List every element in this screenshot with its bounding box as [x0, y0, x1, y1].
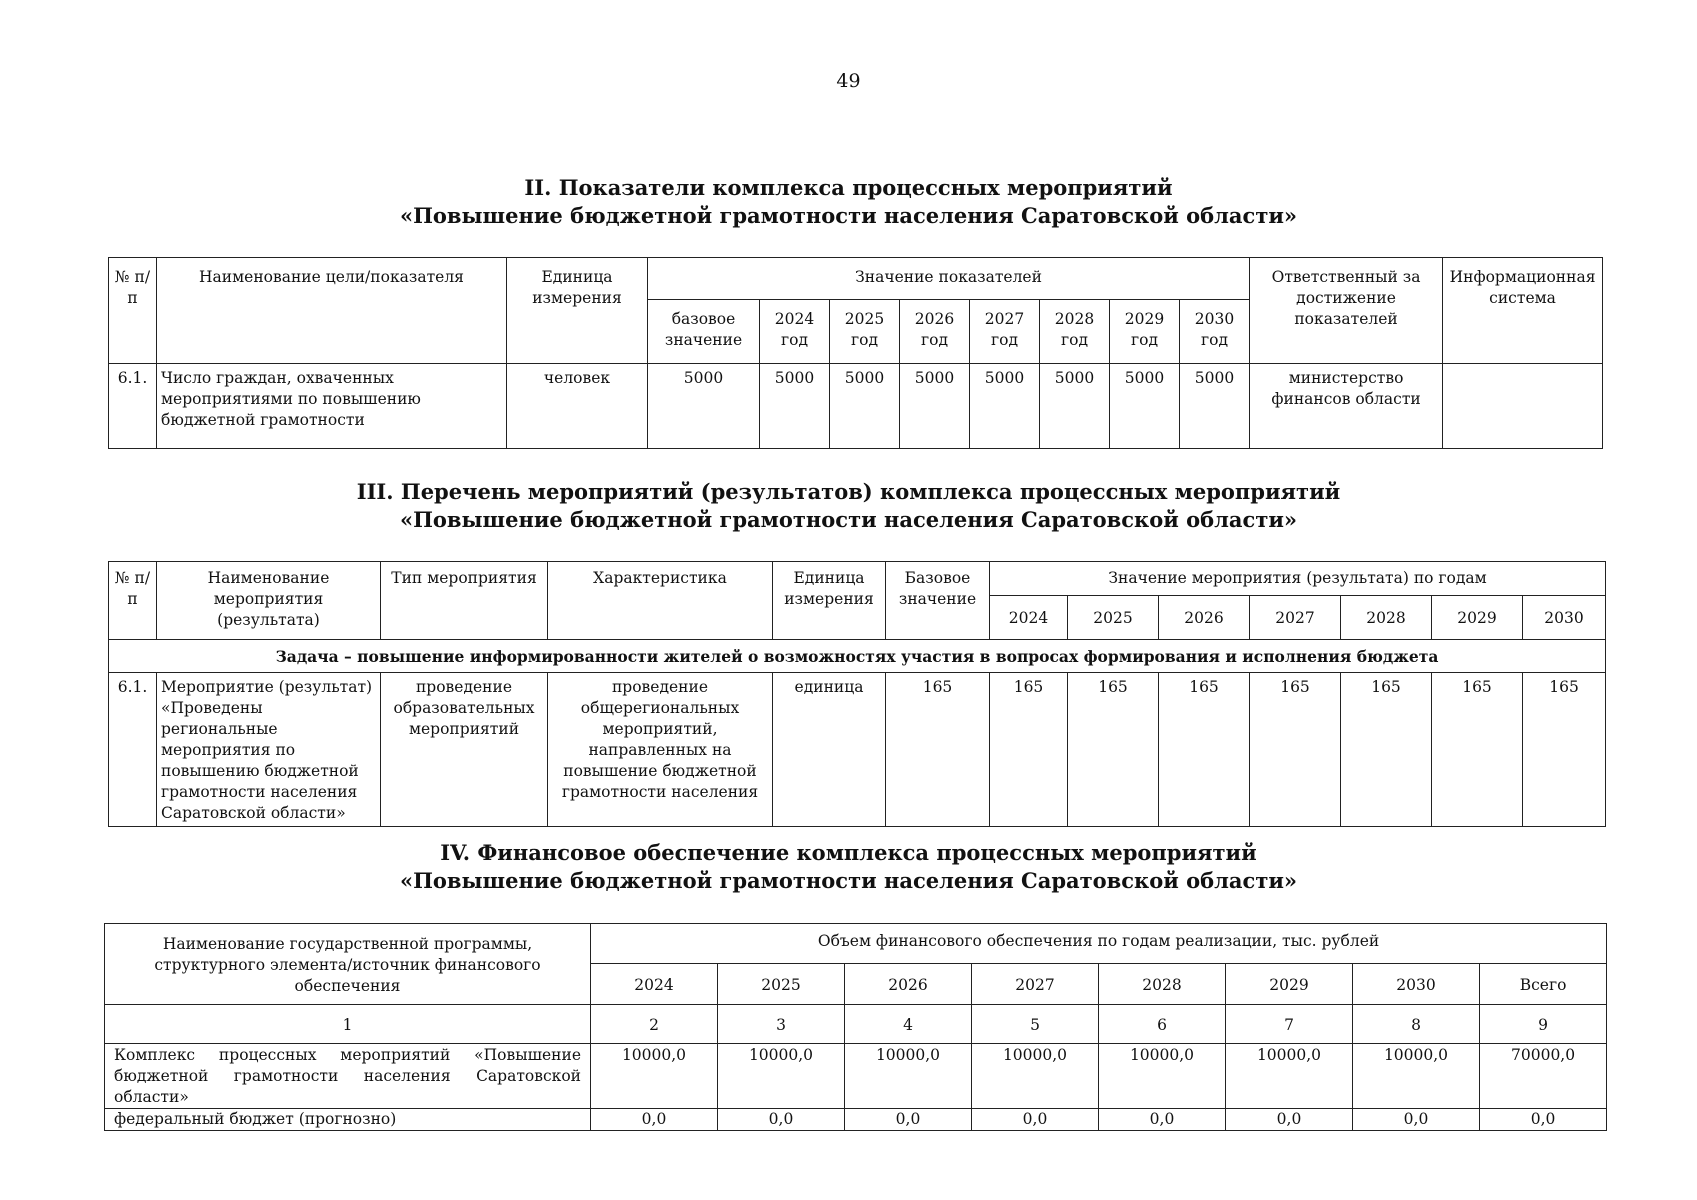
activity-type: проведение образовательных мероприятий	[381, 673, 548, 827]
row-num: 6.1.	[109, 673, 157, 827]
section4-title: IV. Финансовое обеспечение комплекса процессных мероприятий «Повышение бюджетной грамотности населения Саратовской области»	[399, 840, 1298, 893]
financing-value: 0,0	[591, 1109, 718, 1131]
col-year-header: 2028 год	[1040, 300, 1110, 364]
col-unit-header: Единица измерения	[773, 562, 886, 640]
column-number: 8	[1353, 1005, 1480, 1044]
page-number: 49	[836, 70, 861, 92]
column-number: 1	[105, 1005, 591, 1044]
financing-value: 10000,0	[718, 1044, 845, 1109]
col-year-header: 2026	[1159, 596, 1250, 640]
row-num: 6.1.	[109, 364, 157, 449]
indicator-base: 5000	[648, 364, 760, 449]
column-number-row	[105, 1005, 1607, 1044]
indicator-info-system	[1443, 364, 1603, 449]
activity-value: 165	[1068, 673, 1159, 827]
col-year-header: 2025	[1068, 596, 1159, 640]
financing-item-name: Комплекс процессных мероприятий «Повышение бюджетной грамотности населения Саратовской области»	[105, 1044, 591, 1109]
column-number: 7	[1226, 1005, 1353, 1044]
col-year-header: 2026 год	[900, 300, 970, 364]
financing-value: 10000,0	[1226, 1044, 1353, 1109]
col-year-header: 2028	[1099, 964, 1226, 1005]
col-year-header: 2029	[1432, 596, 1523, 640]
activity-value: 165	[1159, 673, 1250, 827]
indicator-value: 5000	[760, 364, 830, 449]
col-year-header: 2024	[990, 596, 1068, 640]
financing-value: 10000,0	[591, 1044, 718, 1109]
col-unit-header: Единица измерения	[507, 258, 648, 364]
financing-item-name: федеральный бюджет (прогнозно)	[105, 1109, 591, 1131]
indicator-value: 5000	[970, 364, 1040, 449]
indicator-responsible: министерство финансов области	[1250, 364, 1443, 449]
column-number: 5	[972, 1005, 1099, 1044]
indicator-value: 5000	[900, 364, 970, 449]
col-year-header: 2030 год	[1180, 300, 1250, 364]
indicator-value: 5000	[1180, 364, 1250, 449]
col-year-header: 2025	[718, 964, 845, 1005]
col-year-header: 2027	[972, 964, 1099, 1005]
activity-value: 165	[1432, 673, 1523, 827]
col-info-system-header: Информационная система	[1443, 258, 1603, 364]
col-num-header: № п/п	[109, 562, 157, 640]
activity-value: 165	[1250, 673, 1341, 827]
col-name-header: Наименование цели/показателя	[157, 258, 507, 364]
col-year-header: 2029	[1226, 964, 1353, 1005]
col-year-header: 2027	[1250, 596, 1341, 640]
col-name-header: Наименование государственной программы, структурного элемента/источник финансового обеспечения	[105, 924, 591, 1005]
financing-value: 0,0	[1353, 1109, 1480, 1131]
financing-value: 10000,0	[972, 1044, 1099, 1109]
financing-value: 10000,0	[1353, 1044, 1480, 1109]
section3-title: III. Перечень мероприятий (результатов) комплекса процессных мероприятий «Повышение бюджетной грамотности населения Саратовской области»	[356, 479, 1341, 532]
col-name-header: Наименование мероприятия (результата)	[157, 562, 381, 640]
col-characteristic-header: Характеристика	[548, 562, 773, 640]
financing-total: 70000,0	[1480, 1044, 1607, 1109]
col-values-group-header: Значение показателей	[648, 258, 1250, 300]
financing-value: 0,0	[972, 1109, 1099, 1131]
indicator-unit: человек	[507, 364, 648, 449]
activity-name: Мероприятие (результат) «Проведены региональные мероприятия по повышению бюджетной грамотности населения Саратовской области»	[157, 673, 381, 827]
financing-value: 0,0	[1099, 1109, 1226, 1131]
col-num-header: № п/п	[109, 258, 157, 364]
col-total-header: Всего	[1480, 964, 1607, 1005]
table-row	[109, 364, 1603, 449]
column-number: 4	[845, 1005, 972, 1044]
column-number: 6	[1099, 1005, 1226, 1044]
activity-characteristic: проведение общерегиональных мероприятий, направленных на повышение бюджетной грамотности населения	[548, 673, 773, 827]
table-row	[105, 1044, 1607, 1109]
col-year-header: 2027 год	[970, 300, 1040, 364]
financing-value: 0,0	[1226, 1109, 1353, 1131]
activities-table	[108, 561, 1606, 827]
col-values-group-header: Значение мероприятия (результата) по годам	[990, 562, 1606, 596]
col-year-header: 2030	[1353, 964, 1480, 1005]
indicator-value: 5000	[1040, 364, 1110, 449]
col-year-header: 2030	[1523, 596, 1606, 640]
activity-value: 165	[1523, 673, 1606, 827]
table-row	[109, 673, 1606, 827]
col-values-group-header: Объем финансового обеспечения по годам реализации, тыс. рублей	[591, 924, 1607, 964]
indicator-value: 5000	[1110, 364, 1180, 449]
col-year-header: 2024	[591, 964, 718, 1005]
indicator-value: 5000	[830, 364, 900, 449]
task-row: Задача – повышение информированности жителей о возможностях участия в вопросах формирования и исполнения бюджета	[109, 640, 1606, 673]
financing-table	[104, 923, 1607, 1131]
column-number: 3	[718, 1005, 845, 1044]
col-type-header: Тип мероприятия	[381, 562, 548, 640]
indicators-table	[108, 257, 1603, 449]
financing-value: 10000,0	[845, 1044, 972, 1109]
col-responsible-header: Ответственный за достижение показателей	[1250, 258, 1443, 364]
col-year-header: 2029 год	[1110, 300, 1180, 364]
col-year-header: 2028	[1341, 596, 1432, 640]
indicator-name: Число граждан, охваченных мероприятиями по повышению бюджетной грамотности	[157, 364, 507, 449]
table-row	[105, 1109, 1607, 1131]
col-base-header: Базовое значение	[886, 562, 990, 640]
col-year-header: 2024 год	[760, 300, 830, 364]
section2-title: II. Показатели комплекса процессных мероприятий «Повышение бюджетной грамотности населения Саратовской области»	[399, 175, 1298, 228]
activity-value: 165	[1341, 673, 1432, 827]
column-number: 9	[1480, 1005, 1607, 1044]
col-year-header: 2026	[845, 964, 972, 1005]
financing-value: 0,0	[718, 1109, 845, 1131]
activity-unit: единица	[773, 673, 886, 827]
column-number: 2	[591, 1005, 718, 1044]
activity-base: 165	[886, 673, 990, 827]
financing-value: 10000,0	[1099, 1044, 1226, 1109]
col-base-header: базовое значение	[648, 300, 760, 364]
financing-value: 0,0	[845, 1109, 972, 1131]
col-year-header: 2025 год	[830, 300, 900, 364]
financing-total: 0,0	[1480, 1109, 1607, 1131]
activity-value: 165	[990, 673, 1068, 827]
